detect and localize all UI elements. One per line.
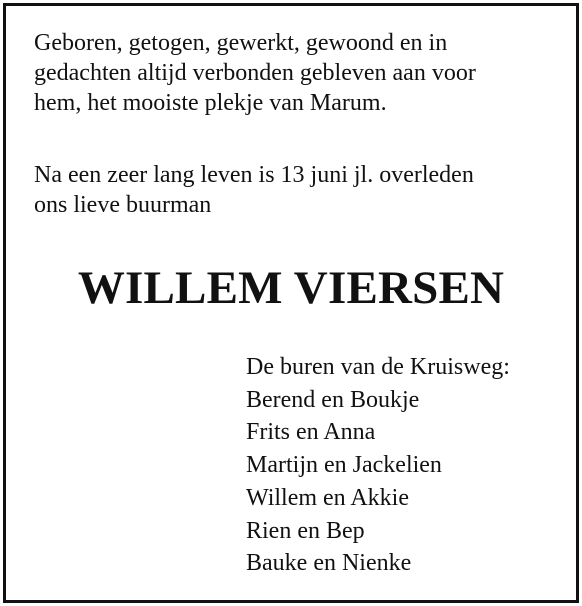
- intro-line: hem, het mooiste plekje van Marum.: [34, 90, 387, 116]
- intro-paragraph: [34, 28, 564, 118]
- signer-entry: Berend en Boukje: [246, 386, 420, 413]
- announcement-line: ons lieve buurman: [34, 192, 212, 218]
- signer-entry: Martijn en Jackelien: [246, 452, 442, 479]
- signer-entry: Frits en Anna: [246, 419, 376, 446]
- death-notice: [3, 3, 579, 603]
- signers-list: [246, 351, 510, 580]
- intro-line: Geboren, getogen, gewerkt, gewoond en in: [34, 30, 448, 56]
- intro-line: gedachten altijd verbonden gebleven aan voor: [34, 60, 476, 86]
- signer-entry: Rien en Bep: [246, 517, 365, 544]
- signer-entry: Bauke en Nienke: [246, 550, 412, 577]
- signer-entry: Willem en Akkie: [246, 484, 409, 511]
- announcement-line: Na een zeer lang leven is 13 juni jl. overleden: [34, 162, 474, 188]
- deceased-name: WILLEM VIERSEN: [77, 262, 505, 314]
- signers-heading: De buren van de Kruisweg:: [246, 354, 510, 380]
- announcement-paragraph: [34, 160, 564, 220]
